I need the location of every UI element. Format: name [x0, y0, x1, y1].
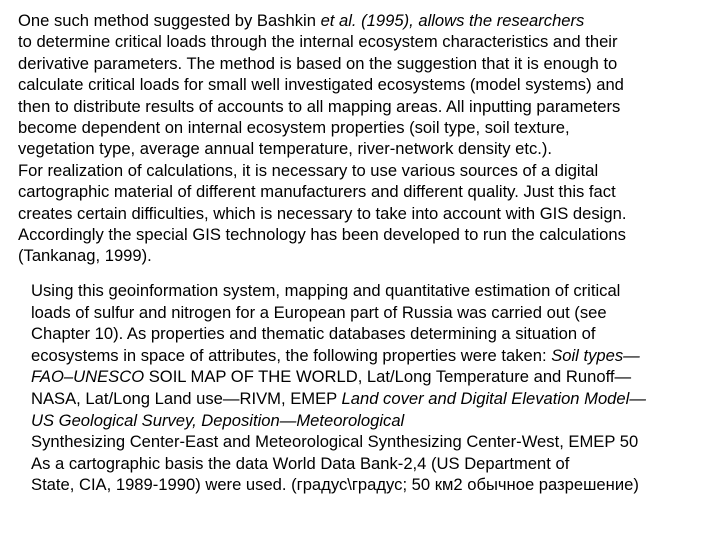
- text-line: [31, 388, 719, 410]
- text-run: Chapter 10). As properties and thematic databases determining a situation of: [31, 324, 596, 344]
- text-line: [18, 53, 718, 74]
- text-line: [18, 74, 718, 95]
- text-run: One such method suggested by Bashkin: [18, 11, 321, 30]
- text-line: [31, 474, 719, 496]
- text-line: [18, 10, 718, 31]
- italic-text-run: US Geological Survey, Deposition—Meteorological: [31, 410, 405, 430]
- text-line: [18, 224, 718, 245]
- text-run: Accordingly the special GIS technology has been developed to run the calculations: [18, 225, 626, 245]
- paragraph-gis-mapping: [31, 280, 719, 496]
- text-run: become dependent on internal ecosystem properties (soil type, soil texture,: [18, 118, 570, 138]
- text-line: [18, 245, 718, 266]
- text-run: State, CIA, 1989-1990) were used. (градус\градус; 50 км2 обычное разрешение): [31, 475, 639, 495]
- text-line: [18, 160, 718, 181]
- text-run: SOIL MAP OF THE WORLD, Lat/Long Temperature and Runoff—: [144, 367, 632, 387]
- text-line: [31, 431, 719, 453]
- italic-text-run: Soil types—: [551, 345, 640, 365]
- text-run: ecosystems in space of attributes, the following properties were taken:: [31, 345, 552, 365]
- text-run: derivative parameters. The method is based on the suggestion that it is enough to: [18, 53, 618, 73]
- text-run: to determine critical loads through the internal ecosystem characteristics and their: [18, 32, 618, 52]
- paragraph-methods: [18, 10, 718, 267]
- text-line: [31, 280, 719, 302]
- text-run: vegetation type, average annual temperature, river-network density etc.).: [18, 139, 553, 159]
- text-run: (Tankanag, 1999).: [18, 246, 152, 266]
- text-line: [31, 453, 719, 475]
- text-run: creates certain difficulties, which is necessary to take into account with GIS design.: [18, 203, 627, 223]
- text-run: calculate critical loads for small well investigated ecosystems (model systems) and: [18, 75, 624, 95]
- text-run: As a cartographic basis the data World Data Bank-2,4 (US Department of: [31, 453, 570, 473]
- italic-text-run: FAO–UNESCO: [31, 367, 145, 387]
- text-run: Using this geoinformation system, mapping and quantitative estimation of critical: [31, 281, 621, 300]
- text-line: [18, 203, 718, 224]
- text-line: [18, 117, 718, 138]
- text-line: [31, 410, 719, 432]
- text-run: Synthesizing Center-East and Meteorological Synthesizing Center-West, EMEP 50: [31, 432, 639, 452]
- text-line: [31, 302, 719, 324]
- text-run: then to distribute results of accounts to all mapping areas. All inputting parameters: [18, 96, 621, 116]
- text-line: [31, 366, 719, 388]
- text-line: [18, 138, 718, 159]
- text-run: For realization of calculations, it is necessary to use various sources of a digital: [18, 160, 599, 180]
- text-run: loads of sulfur and nitrogen for a European part of Russia was carried out (see: [31, 302, 607, 322]
- text-line: [31, 323, 719, 345]
- italic-text-run: et al. (1995), allows the researchers: [320, 11, 585, 30]
- italic-text-run: Land cover and Digital Elevation Model—: [341, 388, 646, 408]
- text-line: [18, 31, 718, 52]
- text-line: [18, 96, 718, 117]
- text-run: NASA, Lat/Long Land use—RIVM, EMEP: [31, 388, 342, 408]
- text-line: [18, 181, 718, 202]
- text-run: cartographic material of different manufacturers and different quality. Just this fact: [18, 182, 616, 202]
- text-line: [31, 345, 719, 367]
